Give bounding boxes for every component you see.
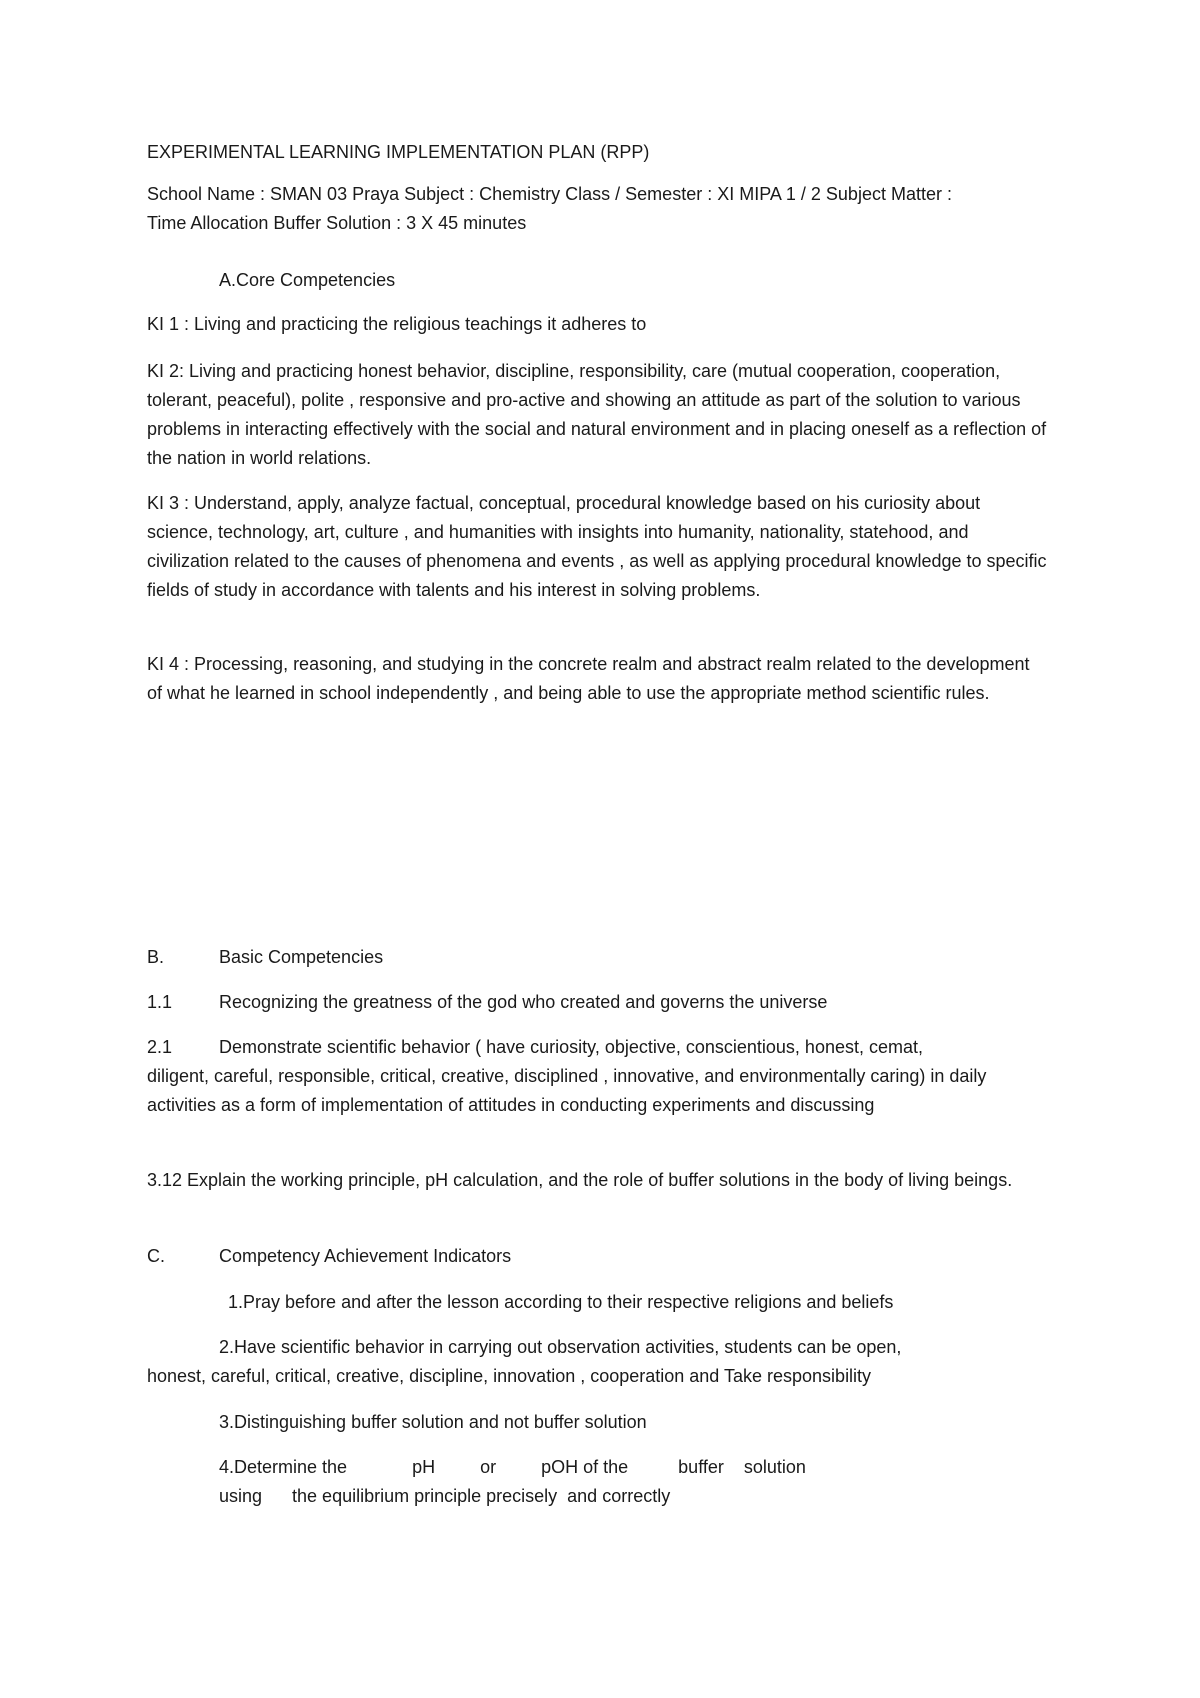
bc-1-1-text: Recognizing the greatness of the god who created and governs the universe bbox=[219, 992, 828, 1012]
bc-2-1 bbox=[147, 1033, 1047, 1062]
indicator-3: 3.Distinguishing buffer solution and not buffer solution bbox=[219, 1412, 647, 1432]
section-b-title: Basic Competencies bbox=[219, 947, 384, 967]
bc-2-1-number: 2.1 bbox=[147, 1037, 173, 1057]
bc-1-1-number: 1.1 bbox=[147, 992, 173, 1012]
indicator-2-line-2: honest, careful, critical, creative, discipline, innovation , cooperation and Take responsibility bbox=[147, 1366, 872, 1386]
ki-1-text: KI 1 : Living and practicing the religious teachings it adheres to bbox=[147, 314, 647, 334]
header-line-1: School Name : SMAN 03 Praya Subject : Chemistry Class / Semester : XI MIPA 1 / 2 Subject Matter : bbox=[147, 184, 952, 204]
section-b-heading bbox=[147, 943, 1047, 972]
ki-4-text: KI 4 : Processing, reasoning, and studying in the concrete realm and abstract realm related to the development of what he learned in school independently , and being able to use the appropriate method scientific rules. bbox=[147, 654, 1030, 703]
bc-1-1 bbox=[147, 988, 1047, 1017]
bc-2-1-text: Demonstrate scientific behavior ( have curiosity, objective, conscientious, honest, cemat, bbox=[219, 1037, 923, 1057]
indicator-4-line-1: 4.Determine the pH or pOH of the buffer solution bbox=[219, 1457, 806, 1477]
section-a-heading: A.Core Competencies bbox=[219, 270, 396, 290]
bc-3-12: 3.12 Explain the working principle, pH calculation, and the role of buffer solutions in the body of living beings. bbox=[147, 1170, 1013, 1190]
ki-2-text: KI 2: Living and practicing honest behavior, discipline, responsibility, care (mutual cooperation, cooperation, tolerant, peaceful), polite , responsive and pro-active and showing an attitude as part of the solution to various problems in interacting effectively with the social and natural environment and in placing oneself as a reflection of the nation in world relations. bbox=[147, 361, 1047, 468]
document-title: EXPERIMENTAL LEARNING IMPLEMENTATION PLAN (RPP) bbox=[147, 142, 650, 162]
section-c-label: C. bbox=[147, 1246, 165, 1266]
indicator-4-line-2: using the equilibrium principle precisely and correctly bbox=[219, 1486, 671, 1506]
header-line-2: Time Allocation Buffer Solution : 3 X 45 minutes bbox=[147, 213, 527, 233]
section-b-label: B. bbox=[147, 947, 165, 967]
ki-3-text: KI 3 : Understand, apply, analyze factual, conceptual, procedural knowledge based on his curiosity about science, technology, art, culture , and humanities with insights into humanity, nationality, statehood, and civilization related to the causes of phenomena and events , as well as applying procedural knowledge to specific fields of study in accordance with talents and his interest in solving problems. bbox=[147, 493, 1047, 600]
section-c-heading bbox=[147, 1242, 1047, 1271]
indicator-1: 1.Pray before and after the lesson according to their respective religions and beliefs bbox=[228, 1292, 894, 1312]
section-c-title: Competency Achievement Indicators bbox=[219, 1246, 512, 1266]
indicator-2-line-1: 2.Have scientific behavior in carrying out observation activities, students can be open, bbox=[219, 1337, 902, 1357]
bc-2-1-continuation: diligent, careful, responsible, critical, creative, disciplined , innovative, and environmentally caring) in daily activities as a form of implementation of attitudes in conducting experiments and discussing bbox=[147, 1066, 987, 1115]
